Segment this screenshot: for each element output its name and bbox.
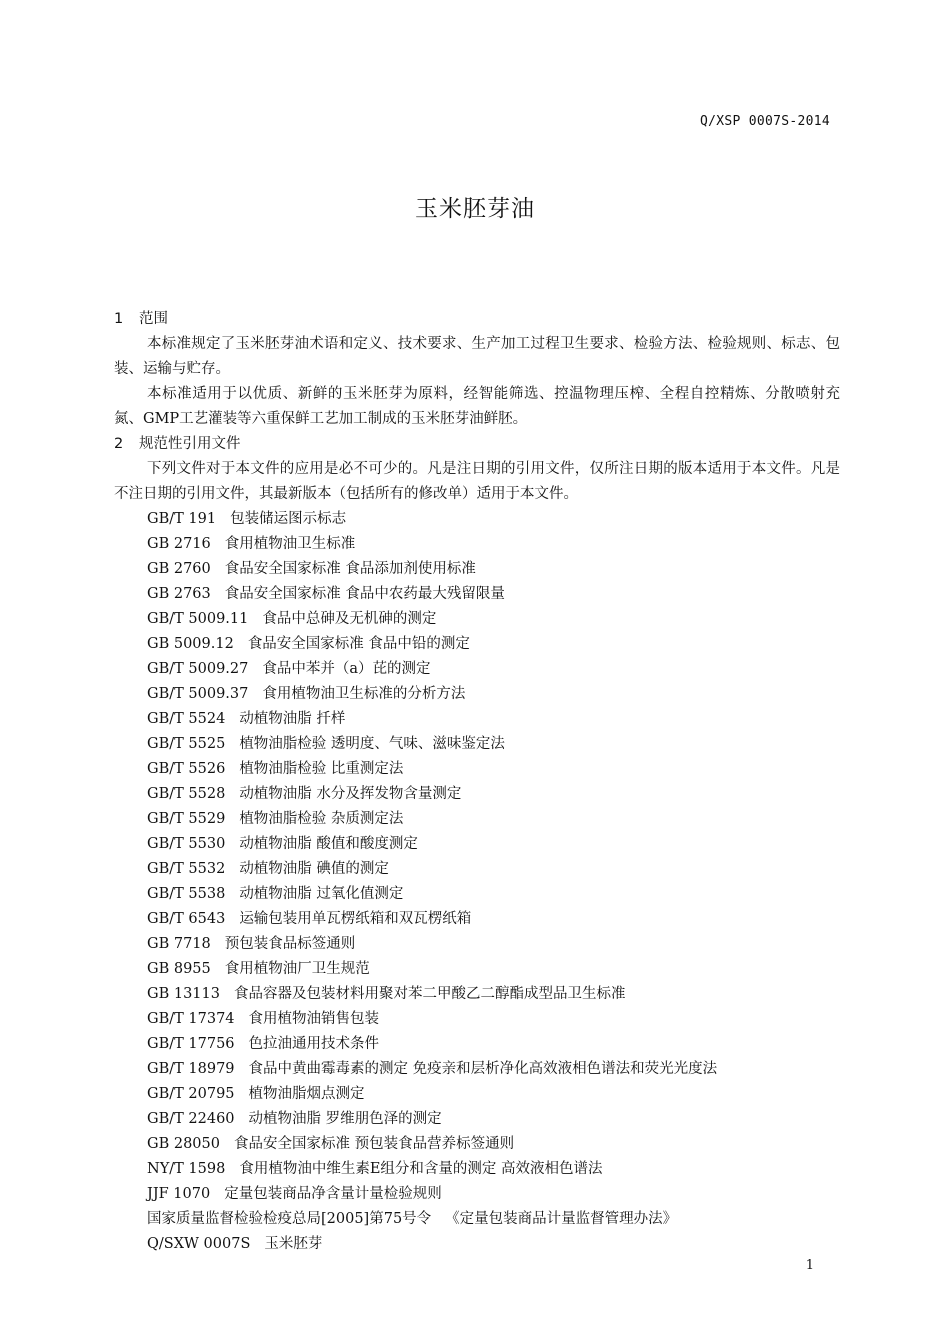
reference-code: GB/T 18979: [147, 1061, 235, 1077]
reference-title: 植物油脂检验 杂质测定法: [239, 811, 404, 827]
reference-code: GB 8955: [147, 961, 211, 977]
reference-title: 动植物油脂 碘值的测定: [239, 861, 389, 877]
reference-title: 动植物油脂 水分及挥发物含量测定: [239, 786, 462, 802]
reference-item: [114, 657, 840, 682]
reference-title: 包装储运图示标志: [230, 511, 347, 527]
document-title: 玉米胚芽油: [415, 196, 535, 222]
reference-item: [114, 807, 840, 832]
reference-item: [114, 932, 840, 957]
reference-item: [114, 1132, 840, 1157]
reference-code: GB/T 17756: [147, 1036, 235, 1052]
reference-item: [114, 982, 840, 1007]
reference-code: GB/T 17374: [147, 1011, 235, 1027]
reference-code: GB 5009.12: [147, 636, 234, 652]
reference-title: 植物油脂检验 透明度、气味、滋味鉴定法: [239, 736, 505, 752]
reference-item: [114, 557, 840, 582]
reference-item: [114, 607, 840, 632]
reference-title: 动植物油脂 酸值和酸度测定: [239, 836, 418, 852]
reference-item: [114, 1207, 840, 1232]
references-intro: 下列文件对于本文件的应用是必不可少的。凡是注日期的引用文件，仅所注日期的版本适用于本文件。凡是不注日期的引用文件，其最新版本（包括所有的修改单）适用于本文件。: [114, 461, 840, 502]
reference-title: 色拉油通用技术条件: [248, 1036, 380, 1052]
reference-item: [114, 682, 840, 707]
reference-item: [114, 957, 840, 982]
scope-paragraph: 本标准适用于以优质、新鲜的玉米胚芽为原料，经智能筛选、控温物理压榨、全程自控精炼、分散喷射充氮、GMP工艺灌装等六重保鲜工艺加工制成的玉米胚芽油鲜胚。: [114, 386, 840, 427]
reference-list: [114, 507, 840, 1257]
reference-item: [114, 1057, 840, 1082]
reference-title: 预包装食品标签通则: [224, 936, 356, 952]
reference-title: 植物油脂检验 比重测定法: [239, 761, 404, 777]
reference-title: 食品中黄曲霉毒素的测定 免疫亲和层析净化高效液相色谱法和荧光光度法: [248, 1061, 718, 1077]
reference-item: [114, 1232, 840, 1257]
reference-code: GB/T 5538: [147, 886, 226, 902]
reference-code: GB/T 5525: [147, 736, 226, 752]
reference-title: 食品中苯并（a）芘的测定: [262, 661, 431, 677]
standard-code: Q/XSP 0007S-2014: [699, 114, 830, 129]
reference-code: GB/T 191: [147, 511, 217, 527]
reference-item: [114, 857, 840, 882]
reference-title: 动植物油脂 罗维朋色泽的测定: [248, 1111, 442, 1127]
reference-title: 玉米胚芽: [264, 1236, 323, 1252]
reference-item: [114, 832, 840, 857]
page-number: 1: [805, 1258, 814, 1273]
section-number: 1: [114, 311, 124, 327]
reference-code: GB 7718: [147, 936, 211, 952]
section-title: 范围: [139, 311, 168, 327]
scope-paragraph: 本标准规定了玉米胚芽油术语和定义、技术要求、生产加工过程卫生要求、检验方法、检验规则、标志、包装、运输与贮存。: [114, 336, 840, 377]
reference-item: [114, 507, 840, 532]
reference-item: [114, 582, 840, 607]
reference-item: [114, 757, 840, 782]
reference-code: GB 2760: [147, 561, 211, 577]
reference-code: GB/T 5529: [147, 811, 226, 827]
reference-code: JJF 1070: [147, 1186, 211, 1202]
reference-code: GB/T 5009.27: [147, 661, 249, 677]
section-title: 规范性引用文件: [139, 436, 241, 452]
reference-title: 食品安全国家标准 食品中农药最大残留限量: [224, 586, 505, 602]
reference-code: GB/T 5524: [147, 711, 226, 727]
reference-item: [114, 782, 840, 807]
reference-code: GB 13113: [147, 986, 220, 1002]
reference-code: GB 2763: [147, 586, 211, 602]
reference-title: 食品安全国家标准 预包装食品营养标签通则: [233, 1136, 515, 1152]
reference-title: 食用植物油厂卫生规范: [224, 961, 370, 977]
reference-code: Q/SXW 0007S: [147, 1236, 251, 1252]
reference-item: [114, 532, 840, 557]
reference-title: 动植物油脂 过氧化值测定: [239, 886, 404, 902]
reference-title: 植物油脂烟点测定: [248, 1086, 365, 1102]
reference-title: 食品容器及包装材料用聚对苯二甲酸乙二醇酯成型品卫生标准: [233, 986, 626, 1002]
reference-code: GB/T 22460: [147, 1111, 235, 1127]
reference-title: 食品安全国家标准 食品添加剂使用标准: [224, 561, 476, 577]
reference-code: GB/T 5528: [147, 786, 226, 802]
reference-item: [114, 1157, 840, 1182]
reference-item: [114, 1107, 840, 1132]
reference-code: GB 28050: [147, 1136, 220, 1152]
reference-title: 食用植物油卫生标准的分析方法: [262, 686, 466, 702]
section-heading-references: [114, 432, 840, 457]
reference-title: 运输包装用单瓦楞纸箱和双瓦楞纸箱: [239, 911, 472, 927]
reference-code: 国家质量监督检验检疫总局[2005]第75号令: [147, 1211, 432, 1227]
reference-code: GB/T 6543: [147, 911, 226, 927]
reference-item: [114, 907, 840, 932]
reference-title: 动植物油脂 扦样: [239, 711, 346, 727]
section-heading-scope: [114, 307, 840, 332]
reference-code: GB/T 5532: [147, 861, 226, 877]
reference-item: [114, 882, 840, 907]
reference-item: [114, 707, 840, 732]
document-body: [114, 307, 840, 1257]
section-number: 2: [114, 436, 124, 452]
reference-code: GB/T 5009.37: [147, 686, 249, 702]
reference-code: GB 2716: [147, 536, 211, 552]
reference-item: [114, 732, 840, 757]
reference-title: 定量包装商品净含量计量检验规则: [224, 1186, 442, 1202]
reference-title: 食品安全国家标准 食品中铅的测定: [247, 636, 470, 652]
reference-item: [114, 1182, 840, 1207]
reference-code: GB/T 5009.11: [147, 611, 249, 627]
reference-title: 食用植物油卫生标准: [224, 536, 356, 552]
reference-title: 食用植物油中维生素E组分和含量的测定 高效液相色谱法: [239, 1161, 603, 1177]
reference-title: 《定量包装商品计量监督管理办法》: [445, 1211, 678, 1227]
reference-item: [114, 1082, 840, 1107]
reference-code: GB/T 20795: [147, 1086, 235, 1102]
reference-code: GB/T 5530: [147, 836, 226, 852]
reference-title: 食用植物油销售包装: [248, 1011, 380, 1027]
reference-item: [114, 1032, 840, 1057]
reference-code: GB/T 5526: [147, 761, 226, 777]
reference-item: [114, 632, 840, 657]
reference-title: 食品中总砷及无机砷的测定: [262, 611, 437, 627]
reference-code: NY/T 1598: [147, 1161, 226, 1177]
reference-item: [114, 1007, 840, 1032]
